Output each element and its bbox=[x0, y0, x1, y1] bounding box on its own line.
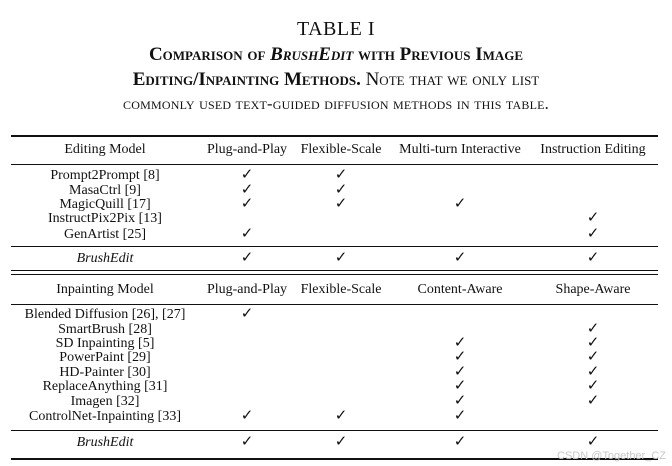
check-mark-icon: ✓ bbox=[240, 182, 254, 198]
inpainting-row-name: ControlNet-Inpainting [33] bbox=[28, 409, 182, 424]
check-mark-icon: ✓ bbox=[453, 349, 467, 365]
check-mark-icon: ✓ bbox=[586, 335, 600, 351]
editing-row-name: GenArtist [25] bbox=[63, 227, 147, 242]
inpainting-header-2: Flexible-Scale bbox=[300, 282, 382, 297]
inpainting-row-name: PowerPaint [29] bbox=[59, 350, 151, 365]
ours-rule-inpainting bbox=[11, 430, 658, 431]
inpainting-row-name: SmartBrush [28] bbox=[58, 322, 152, 337]
header-rule-inpainting bbox=[11, 304, 658, 305]
check-mark-icon: ✓ bbox=[453, 408, 467, 424]
editing-header-1: Plug-and-Play bbox=[206, 142, 288, 157]
editing-header-2: Flexible-Scale bbox=[300, 142, 382, 157]
check-mark-icon: ✓ bbox=[334, 408, 348, 424]
editing-row-name: Prompt2Prompt [8] bbox=[50, 168, 160, 183]
check-mark-icon: ✓ bbox=[334, 196, 348, 212]
check-mark-icon: ✓ bbox=[586, 378, 600, 394]
check-mark-icon: ✓ bbox=[586, 364, 600, 380]
caption-line-3: commonly used text-guided diffusion methods in this table. bbox=[123, 94, 549, 113]
check-mark-icon: ✓ bbox=[453, 196, 467, 212]
check-mark-icon: ✓ bbox=[453, 250, 467, 266]
header-rule-editing bbox=[11, 164, 658, 165]
ours-rule-editing bbox=[11, 246, 658, 247]
check-mark-icon: ✓ bbox=[240, 250, 254, 266]
caption-text: Editing/Inpainting Methods. bbox=[132, 69, 361, 90]
caption-method-name: BrushEdit bbox=[270, 44, 354, 65]
check-mark-icon: ✓ bbox=[240, 167, 254, 183]
inpainting-row-name: SD Inpainting [5] bbox=[55, 336, 155, 351]
caption-text: Comparison of bbox=[148, 44, 271, 65]
check-mark-icon: ✓ bbox=[453, 393, 467, 409]
editing-row-name: MasaCtrl [9] bbox=[69, 183, 141, 198]
editing-row-name: InstructPix2Pix [13] bbox=[48, 211, 162, 226]
inpainting-row-name: HD-Painter [30] bbox=[59, 365, 151, 380]
check-mark-icon: ✓ bbox=[334, 167, 348, 183]
inpainting-header-4: Shape-Aware bbox=[555, 282, 631, 297]
check-mark-icon: ✓ bbox=[586, 434, 600, 450]
editing-row-name: MagicQuill [17] bbox=[59, 197, 151, 212]
caption-line-1 bbox=[0, 44, 672, 66]
inpainting-header-0: Inpainting Model bbox=[56, 282, 154, 297]
inpainting-row-name: Blended Diffusion [26], [27] bbox=[24, 307, 186, 322]
section-double-rule-top bbox=[11, 270, 658, 271]
check-mark-icon: ✓ bbox=[586, 250, 600, 266]
top-rule bbox=[11, 135, 658, 137]
check-mark-icon: ✓ bbox=[240, 306, 254, 322]
check-mark-icon: ✓ bbox=[586, 210, 600, 226]
check-mark-icon: ✓ bbox=[453, 378, 467, 394]
inpainting-row-name: ReplaceAnything [31] bbox=[42, 379, 168, 394]
inpainting-row-name: BrushEdit bbox=[76, 435, 134, 450]
editing-header-4: Instruction Editing bbox=[540, 142, 646, 157]
check-mark-icon: ✓ bbox=[240, 226, 254, 242]
check-mark-icon: ✓ bbox=[453, 335, 467, 351]
editing-row-name: BrushEdit bbox=[76, 251, 134, 266]
inpainting-header-1: Plug-and-Play bbox=[206, 282, 288, 297]
check-mark-icon: ✓ bbox=[240, 196, 254, 212]
caption-text: Note that we only list bbox=[360, 69, 540, 90]
check-mark-icon: ✓ bbox=[334, 182, 348, 198]
check-mark-icon: ✓ bbox=[586, 226, 600, 242]
check-mark-icon: ✓ bbox=[453, 364, 467, 380]
check-mark-icon: ✓ bbox=[586, 393, 600, 409]
check-mark-icon: ✓ bbox=[586, 321, 600, 337]
section-double-rule-bottom bbox=[11, 274, 658, 275]
inpainting-header-3: Content-Aware bbox=[417, 282, 503, 297]
editing-header-3: Multi-turn Interactive bbox=[399, 142, 521, 157]
editing-header-0: Editing Model bbox=[64, 142, 146, 157]
table-number: TABLE I bbox=[297, 18, 375, 40]
check-mark-icon: ✓ bbox=[240, 434, 254, 450]
caption-line-2 bbox=[0, 69, 672, 91]
inpainting-row-name: Imagen [32] bbox=[70, 394, 140, 409]
watermark: CSDN @Together_CZ bbox=[557, 450, 666, 462]
check-mark-icon: ✓ bbox=[240, 408, 254, 424]
check-mark-icon: ✓ bbox=[586, 349, 600, 365]
check-mark-icon: ✓ bbox=[334, 250, 348, 266]
check-mark-icon: ✓ bbox=[453, 434, 467, 450]
caption-text: with Previous Image bbox=[353, 44, 524, 65]
check-mark-icon: ✓ bbox=[334, 434, 348, 450]
